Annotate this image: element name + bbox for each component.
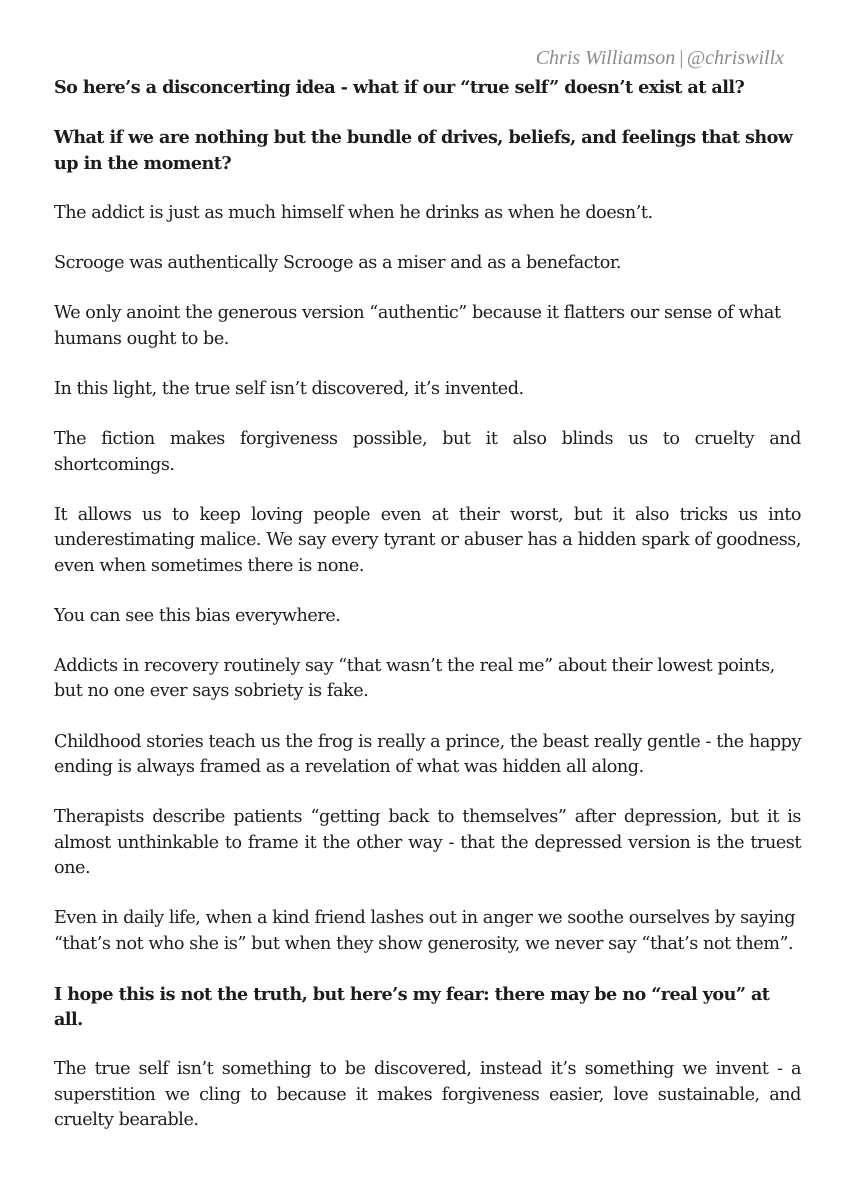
paragraph-addict: The addict is just as much himself when he drinks as when he doesn’t.	[54, 202, 653, 223]
paragraph-authentic: We only anoint the generous version “authentic” because it flatters our sense of what humans ought to be.	[54, 303, 781, 349]
paragraph-conclusion: The true self isn’t something to be discovered, instead it’s something we invent - a superstition we cling to because it makes forgiveness easier, love sustainable, and cruelty bearable.	[54, 1059, 801, 1131]
paragraph-daily-life: Even in daily life, when a kind friend lashes out in anger we soothe ourselves by saying “that’s not who she is” but when they show generosity, we never say “that’s not them”.	[54, 908, 796, 954]
paragraph-therapists: Therapists describe patients “getting back to themselves” after depression, but it is almost unthinkable to frame it the other way - that the depressed version is the truest one.	[54, 807, 801, 878]
author-name: Chris Williamson	[535, 47, 676, 69]
paragraph-scrooge: Scrooge was authentically Scrooge as a miser and as a benefactor.	[54, 253, 622, 274]
paragraph-fear: I hope this is not the truth, but here’s my fear: there may be no “real you” at all.	[54, 983, 770, 1031]
author-handle: @chriswillx	[686, 47, 784, 69]
paragraph-malice: It allows us to keep loving people even at their worst, but it also tricks us into underestimating malice. We say every tyrant or abuser has a hidden spark of goodness, even when sometimes there is none.	[54, 504, 801, 576]
paragraph-recovery: Addicts in recovery routinely say “that wasn’t the real me” about their lowest points, but no one ever says sobriety is fake.	[54, 656, 775, 702]
paragraph-second-question: What if we are nothing but the bundle of drives, beliefs, and feelings that show up in the moment?	[54, 127, 793, 174]
paragraph-invented: In this light, the true self isn’t discovered, it’s invented.	[54, 379, 524, 400]
paragraph-bias: You can see this bias everywhere.	[54, 605, 341, 626]
paragraph-fiction: The fiction makes forgiveness possible, but it also blinds us to cruelty and shortcomings.	[54, 429, 801, 475]
header-separator: |	[678, 47, 684, 69]
paragraph-intro-question: So here’s a disconcerting idea - what if our “true self” doesn’t exist at all?	[54, 77, 745, 98]
author-header	[54, 44, 801, 72]
paragraph-childhood: Childhood stories teach us the frog is really a prince, the beast really gentle - the happy ending is always framed as a revelation of what was hidden all along.	[54, 731, 801, 778]
